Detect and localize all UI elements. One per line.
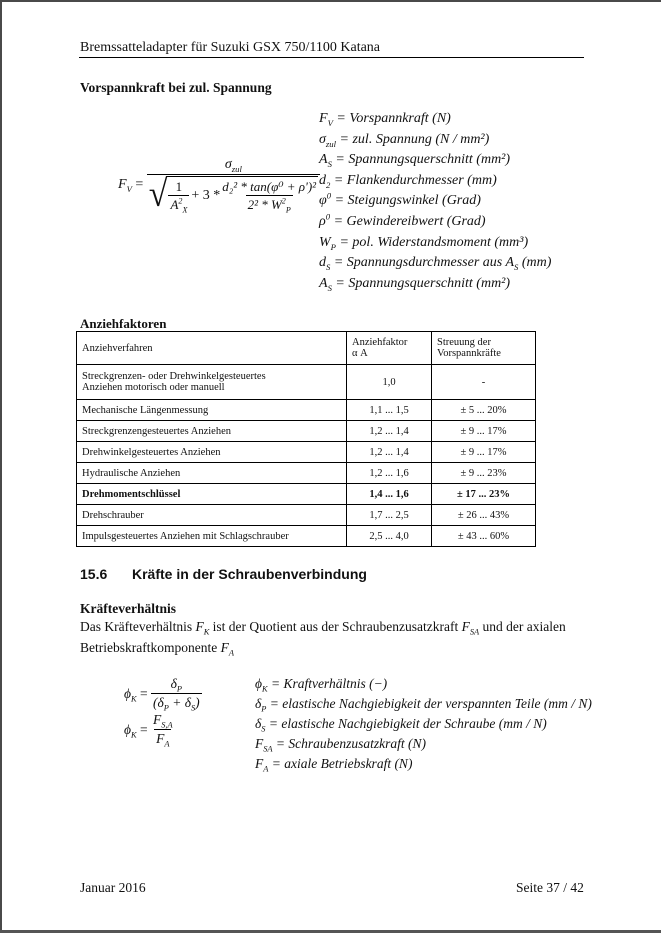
cell-method: Drehwinkelgesteuertes Anziehen — [77, 442, 347, 463]
cell-method: Streckgrenzengesteuertes Anziehen — [77, 421, 347, 442]
header-rule — [79, 57, 584, 58]
paragraph-line-2: Betriebskraftkomponente $F_A$ — [80, 640, 234, 658]
cell-scatter: ± 9 ... 23% — [432, 463, 536, 484]
cell-scatter: - — [432, 365, 536, 400]
footer-page-number: Seite 37 / 42 — [516, 880, 584, 895]
force-ratio-formula-a: $\phi_K$ = $\frac{\delta_P}{(\delta_P + \delta_S)}$ — [124, 676, 200, 713]
table-title: Anziehfaktoren — [80, 316, 167, 331]
tightening-factors-table — [76, 331, 536, 547]
cell-method: Impulsgesteuertes Anziehen mit Schlagschrauber — [77, 526, 347, 547]
cell-scatter: ± 43 ... 60% — [432, 526, 536, 547]
header-cell-scatter: Streuung der Vorspannkräfte — [432, 332, 536, 365]
definition-item: $d_2$ = Flankendurchmesser (mm) — [319, 172, 497, 190]
cell-factor: 1,4 ... 1,6 — [347, 484, 432, 505]
table-row-highlighted — [77, 484, 536, 505]
definition-item: $\phi_K$ = Kraftverhältnis (−) — [255, 676, 388, 694]
header-cell-factor: Anziehfaktor α A — [347, 332, 432, 365]
definition-item: $\delta_P$ = elastische Nachgiebigkeit der verspannten Teile (mm / N) — [255, 696, 592, 714]
cell-scatter: ± 9 ... 17% — [432, 442, 536, 463]
section-number: 15.6 — [80, 566, 108, 582]
paragraph-line-1: Das Kräfteverhältnis $F_K$ ist der Quotient aus der Schraubenzusatzkraft $F_{SA}$ und der axialen — [80, 619, 566, 637]
table-header-row — [77, 332, 536, 365]
definition-item: $\delta_S$ = elastische Nachgiebigkeit der Schraube (mm / N) — [255, 716, 547, 734]
window-border-left — [0, 0, 2, 933]
formula-lhs: $F_V$ = — [118, 177, 147, 194]
cell-factor: 1,1 ... 1,5 — [347, 400, 432, 421]
cell-method: Drehmomentschlüssel — [77, 484, 347, 505]
cell-scatter: ± 9 ... 17% — [432, 421, 536, 442]
definition-item: $\sigma_{zul}$ = zul. Spannung (N / mm²) — [319, 131, 490, 149]
cell-method: Streckgrenzen- oder Drehwinkelgesteuertes Anziehen motorisch oder manuell — [77, 365, 347, 400]
cell-scatter: ± 17 ... 23% — [432, 484, 536, 505]
subheading-kraefteverhaeltnis: Kräfteverhältnis — [80, 601, 176, 616]
definition-item: $F_{SA}$ = Schraubenzusatzkraft (N) — [255, 736, 427, 754]
formula-definitions — [319, 109, 551, 294]
window-border-top — [0, 0, 661, 2]
table-row — [77, 463, 536, 484]
definition-item: $W_P$ = pol. Widerstandsmoment (mm³) — [319, 234, 529, 252]
section-heading-vorspannkraft: Vorspannkraft bei zul. Spannung — [80, 80, 272, 95]
table-row — [77, 505, 536, 526]
definition-item: $\varphi^0$ = Steigungswinkel (Grad) — [319, 190, 481, 209]
formula-a-denominator: $(\delta_P + \delta_S)$ — [152, 695, 200, 713]
section-title: Kräfte in der Schraubenverbindung — [132, 566, 367, 582]
preload-force-formula: $F_V$ = $\sigma_{zul}$ √ $\frac{1}{A^2_X}$ + 3 * $\frac{\text{d₂² * tan(φ⁰ + ρ')²}}{2^2 * W^2_P}$ — [118, 157, 320, 213]
cell-method: Hydraulische Anziehen — [77, 463, 347, 484]
definition-item: $d_S$ = Spannungsdurchmesser aus $A_S$ (mm) — [319, 255, 552, 272]
cell-scatter: ± 26 ... 43% — [432, 505, 536, 526]
cell-factor: 1,2 ... 1,4 — [347, 421, 432, 442]
table-row — [77, 526, 536, 547]
section-heading-15-6 — [80, 566, 367, 582]
definition-item: $A_S$ = Spannungsquerschnitt (mm²) — [319, 275, 511, 293]
definition-item: $A_S$ = Spannungsquerschnitt (mm²) — [319, 152, 511, 169]
footer-date: Januar 2016 — [80, 880, 146, 895]
running-header: Bremssatteladapter für Suzuki GSX 750/1100 Katana — [80, 40, 381, 55]
table-row — [77, 365, 536, 400]
definition-item: $F_V$ = Vorspannkraft (N) — [319, 111, 451, 128]
definition-item: $\rho^0$ = Gewindereibwert (Grad) — [319, 211, 486, 229]
cell-factor: 1,2 ... 1,4 — [347, 442, 432, 463]
cell-factor: 1,2 ... 1,6 — [347, 463, 432, 484]
cell-factor: 2,5 ... 4,0 — [347, 526, 432, 547]
header-cell-method: Anziehverfahren — [77, 332, 347, 365]
table-row — [77, 400, 536, 421]
definition-item: $F_A$ = axiale Betriebskraft (N) — [255, 756, 413, 774]
table-row — [77, 421, 536, 442]
cell-factor: 1,0 — [347, 365, 432, 400]
cell-factor: 1,7 ... 2,5 — [347, 505, 432, 526]
cell-method: Mechanische Längenmessung — [77, 400, 347, 421]
cell-method: Drehschrauber — [77, 505, 347, 526]
table-row — [77, 442, 536, 463]
cell-scatter: ± 5 ... 20% — [432, 400, 536, 421]
force-ratio-formula-b: $\phi_K$ = $\frac{F_{S,A}}{F_A}$ — [124, 712, 173, 749]
force-ratio-definitions — [255, 674, 592, 774]
